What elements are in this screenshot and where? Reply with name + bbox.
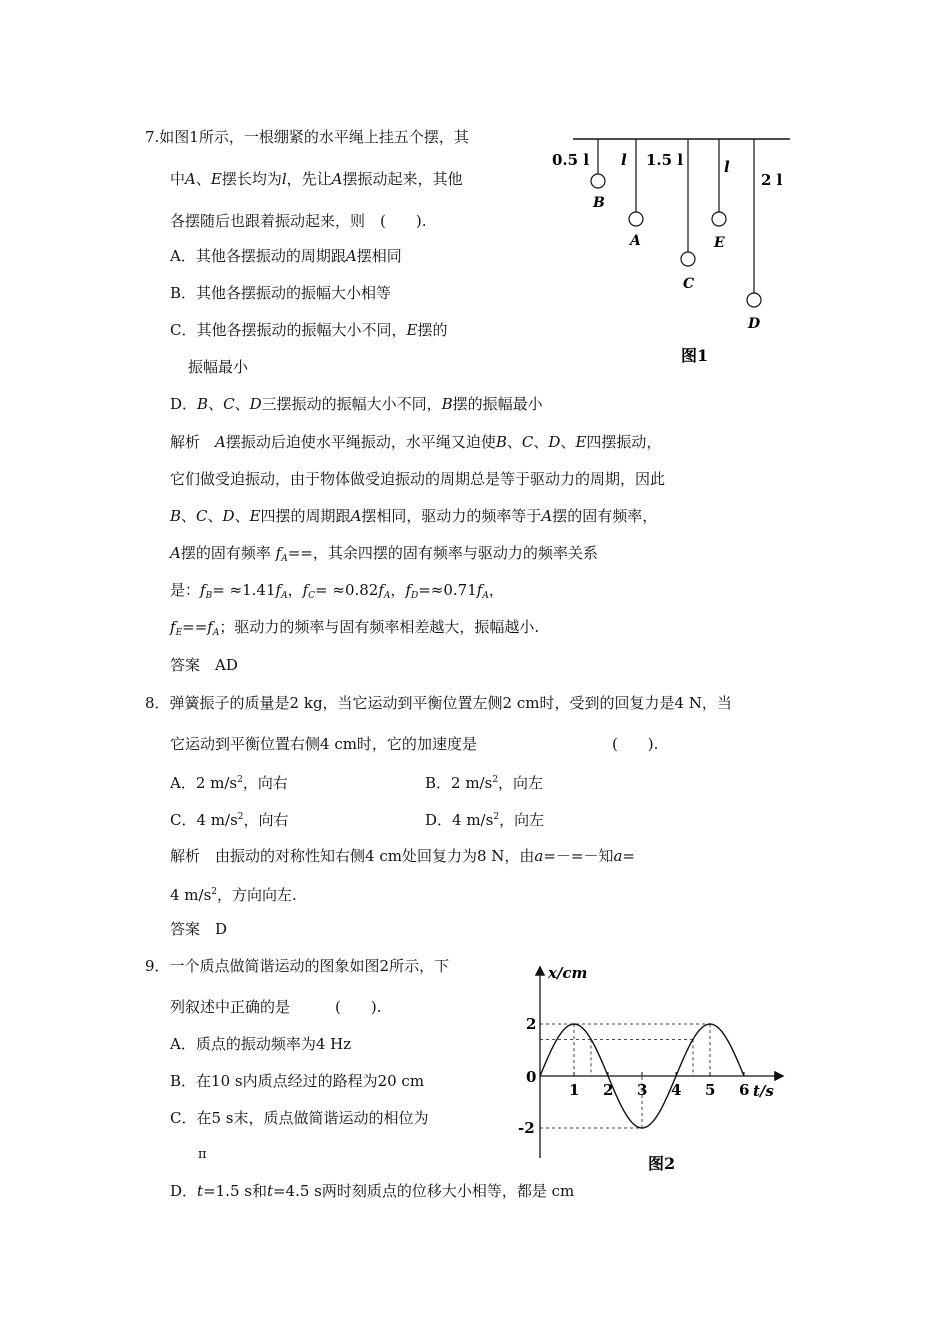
length-label-d: 2 l [761, 171, 783, 189]
figure-1-pendulums [548, 125, 798, 375]
q7-stem-line1: 7.如图1所示，一根绷紧的水平绳上挂五个摆，其 [145, 128, 469, 146]
q7-explanation-line3: B、C、D、E四摆的周期跟A摆相同，驱动力的频率等于A摆的固有频率， [170, 507, 658, 525]
length-label-c: 1.5 l [646, 151, 684, 169]
x-tick-label: 5 [705, 1081, 716, 1099]
q8-option-d: D．4 $m/s^2$，向左 [425, 811, 545, 829]
q8-stem-line1: 8．弹簧振子的质量是2 kg，当它运动到平衡位置左侧2 cm时，受到的回复力是4 N，当 [145, 694, 732, 712]
q8-explanation-line1: 解析 由振动的对称性知右侧4 cm处回复力为8 N，由a=－=－知a= [170, 847, 635, 865]
q8-option-a: A．2 $m/s^2$，向右 [170, 774, 288, 792]
pendulum-e [712, 139, 730, 251]
q7-explanation-line4: A摆的固有频率 $f_A==$，其余四摆的固有频率与驱动力的频率关系 [170, 544, 598, 564]
origin-label: 0 [526, 1068, 537, 1086]
q7-answer: 答案 AD [170, 656, 238, 674]
q7-stem-line2: 中A、E摆长均为l，先让A摆振动起来，其他 [170, 170, 463, 188]
figure-2-shm-graph [510, 958, 790, 1178]
pendulum-c [646, 139, 695, 292]
figure-2-caption: 图2 [648, 1154, 676, 1173]
y-tick-label: -2 [518, 1119, 535, 1137]
q8-option-c: C．4 $m/s^2$，向右 [170, 811, 289, 829]
q9-stem-line2: 列叙述中正确的是 ( ). [170, 998, 382, 1016]
q7-option-d: D．B、C、D三摆振动的振幅大小不同，B摆的振幅最小 [170, 395, 543, 413]
y-tick-label: 2 [526, 1015, 537, 1033]
q9-option-c: C．在5 s末，质点做简谐运动的相位为 [170, 1109, 429, 1127]
q8-stem-line2: 它运动到平衡位置右侧4 cm时，它的加速度是 ( ). [170, 735, 659, 753]
q7-option-a: A．其他各摆振动的周期跟A摆相同 [170, 247, 402, 265]
q8-option-b: B．2 $m/s^2$，向左 [425, 774, 544, 792]
q7-stem-line3: 各摆随后也跟着振动起来，则 ( ). [170, 212, 427, 230]
q9-stem-line1: 9．一个质点做简谐运动的图象如图2所示，下 [145, 957, 450, 975]
pendulum-label-e: E [714, 235, 725, 251]
q7-option-b: B．其他各摆振动的振幅大小相等 [170, 284, 392, 302]
pendulum-label-d: D [748, 316, 761, 332]
q9-option-c-cont: π [198, 1147, 207, 1162]
q8-answer: 答案 D [170, 920, 228, 938]
q7-explanation-line5: 是：$f_B= \approx 1.41f_A$，$f_C= \approx 0.82f_A$，$f_D=\approx 0.71f_A$， [170, 581, 504, 601]
pendulum-b [552, 139, 605, 211]
q7-explanation-line6: $f_E==f_A$；驱动力的频率与固有频率相差越大，振幅越小. [170, 618, 540, 638]
x-tick-label: 3 [637, 1081, 648, 1099]
pendulum-label-c: C [683, 276, 695, 292]
pendulum-d [747, 139, 783, 332]
x-tick-label: 2 [603, 1081, 614, 1099]
length-label-b: 0.5 l [552, 151, 590, 169]
x-tick-label: 6 [739, 1081, 750, 1099]
length-label-e: l [724, 158, 730, 176]
x-tick-label: 4 [671, 1081, 682, 1099]
q7-explanation-line2: 它们做受迫振动，由于物体做受迫振动的周期总是等于驱动力的周期，因此 [170, 470, 666, 488]
q8-explanation-line2: 4 $m/s^2$，方向向左. [170, 886, 297, 904]
pendulum-label-b: B [593, 195, 605, 211]
x-tick-label: 1 [569, 1081, 580, 1099]
pendulum-label-a: A [630, 233, 641, 249]
figure-1-caption: 图1 [681, 346, 709, 365]
q9-option-a: A．质点的振动频率为4 Hz [170, 1035, 352, 1053]
q7-explanation-line1: 解析 A摆振动后迫使水平绳振动，水平绳又迫使B、C、D、E四摆振动， [170, 433, 662, 451]
q7-option-c-cont: 振幅最小 [188, 358, 249, 376]
x-axis-label: t/s [753, 1082, 774, 1100]
y-axis-label: x/cm [548, 964, 588, 982]
pendulum-a [621, 139, 643, 249]
q9-option-b: B．在10 s内质点经过的路程为20 cm [170, 1072, 425, 1090]
q9-option-d: D．t=1.5 s和t=4.5 s两时刻质点的位移大小相等，都是 cm [170, 1182, 575, 1200]
q7-option-c: C．其他各摆振动的振幅大小不同，E摆的 [170, 321, 448, 339]
length-label-a: l [621, 151, 627, 169]
